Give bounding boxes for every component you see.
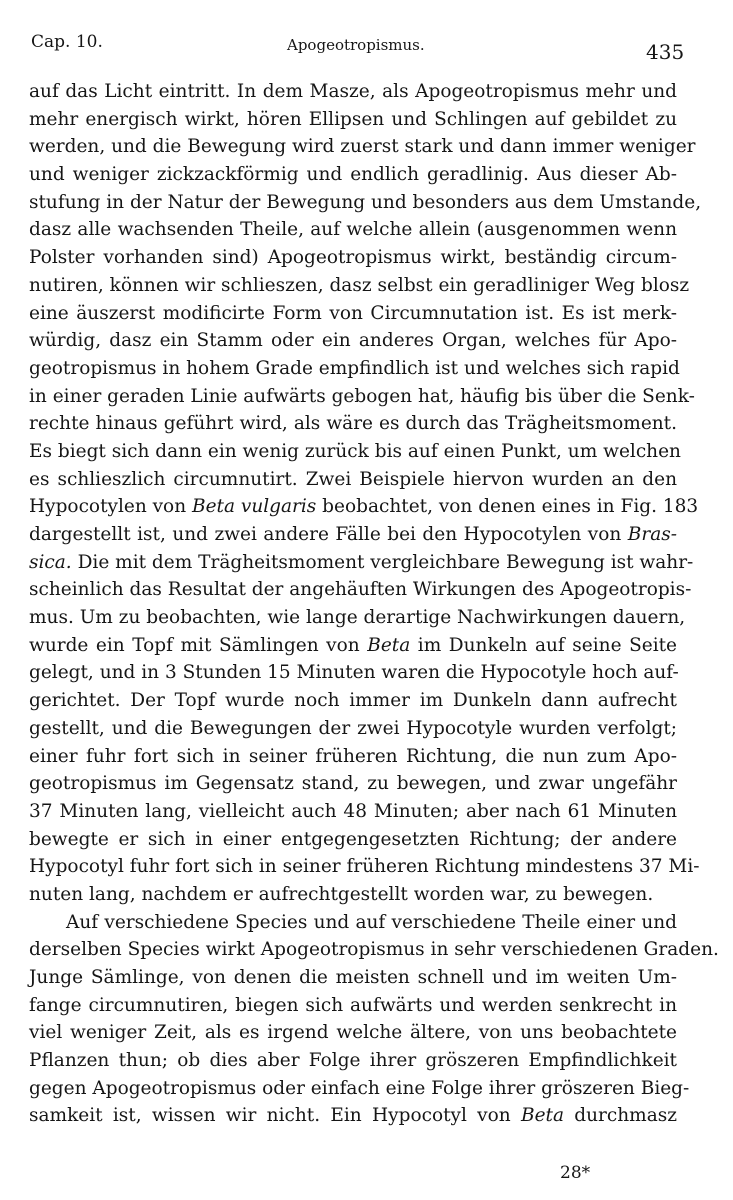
text-line: in einer geraden Linie aufwärts gebogen hat, häufig bis über die Senk- — [29, 385, 695, 407]
text-line: gelegt, und in 3 Stunden 15 Minuten waren die Hypocotyle hoch auf- — [29, 662, 679, 684]
text-line: rechte hinaus geführt wird, als wäre es durch das Trägheitsmoment. — [29, 413, 677, 435]
text-line: bewegte er sich in einer entgegengesetzten Richtung; der andere — [29, 828, 677, 850]
text-segment: beobachtet, von denen eines in Fig. 183 — [316, 496, 699, 518]
species-name: Beta vulgaris — [192, 496, 317, 518]
text-line: geotropismus in hohem Grade empfindlich ist und welches sich rapid — [29, 357, 680, 379]
text-line: Auf verschiedene Species und auf verschiedene Theile einer und — [66, 911, 677, 933]
text-line: Junge Sämlinge, von denen die meisten schnell und im weiten Um- — [29, 967, 677, 988]
text-line: würdig, dasz ein Stamm oder ein anderes Organ, welches für Apo- — [29, 330, 677, 352]
text-segment: Die mit dem Trägheitsmoment vergleichbare Bewegung ist wahr- — [71, 551, 694, 573]
text-line: Hypocotyl fuhr fort sich in seiner früheren Richtung mindestens 37 Mi- — [29, 856, 700, 878]
text-line: geotropismus im Gegensatz stand, zu bewegen, und zwar ungefähr — [29, 773, 677, 795]
text-line: scheinlich das Resultat der angehäuften Wirkungen des Apogeotropis- — [29, 579, 692, 601]
text-line: nutiren, können wir schlieszen, dasz selbst ein geradliniger Weg blosz — [29, 274, 690, 296]
page-number: 435 — [646, 40, 685, 64]
text-line: nuten lang, nachdem er aufrechtgestellt worden war, zu bewegen. — [29, 883, 654, 905]
text-line — [29, 549, 694, 577]
text-line: viel weniger Zeit, als es irgend welche ältere, von uns beobachtete — [29, 1022, 677, 1044]
text-line: gestellt, und die Bewegungen der zwei Hypocotyle wurden verfolgt; — [29, 717, 677, 739]
text-line: mus. Um zu beobachten, wie lange derartige Nachwirkungen dauern, — [29, 607, 686, 629]
text-line: werden, und die Bewegung wird zuerst stark und dann immer weniger — [29, 136, 696, 158]
text-line — [29, 1102, 677, 1130]
text-line: eine äuszerst modificirte Form von Circumnutation ist. Es ist merk- — [29, 302, 677, 324]
text-line — [29, 493, 699, 521]
text-segment: dargestellt ist, und zwei andere Fälle bei den Hypocotylen von — [29, 524, 628, 545]
text-line: gegen Apogeotropismus oder einfach eine Folge ihrer gröszeren Bieg- — [29, 1077, 690, 1099]
text-segment: durchmasz — [564, 1105, 677, 1127]
text-line: mehr energisch wirkt, hören Ellipsen und Schlingen auf gebildet zu — [29, 108, 677, 130]
text-line: Pflanzen thun; ob dies aber Folge ihrer gröszeren Empfindlichkeit — [29, 1050, 677, 1072]
running-title: Apogeotropismus. — [287, 36, 425, 54]
text-segment: Hypocotylen von — [29, 496, 192, 518]
text-line: dasz alle wachsenden Theile, auf welche allein (ausgenommen wenn — [29, 219, 677, 241]
genus-name: sica. — [29, 551, 72, 573]
text-line: stufung in der Natur der Bewegung und besonders aus dem Umstande, — [29, 191, 702, 213]
text-line: gerichtet. Der Topf wurde noch immer im Dunkeln dann aufrecht — [29, 690, 677, 712]
text-line: einer fuhr fort sich in seiner früheren Richtung, die nun zum Apo- — [29, 745, 677, 767]
text-line: auf das Licht eintritt. In dem Masze, als Apogeotropismus mehr und — [29, 81, 677, 102]
genus-name: Beta — [367, 634, 411, 656]
text-line: 37 Minuten lang, vielleicht auch 48 Minuten; aber nach 61 Minuten — [29, 800, 677, 822]
text-line: derselben Species wirkt Apogeotropismus in sehr verschiedenen Graden. — [29, 939, 719, 961]
signature-mark: 28* — [560, 1163, 591, 1183]
text-line: es schlieszlich circumnutirt. Zwei Beispiele hiervon wurden an den — [29, 468, 677, 490]
text-line: Es biegt sich dann ein wenig zurück bis auf einen Punkt, um welchen — [29, 440, 681, 462]
text-segment: samkeit ist, wissen wir nicht. Ein Hypocotyl von — [29, 1105, 521, 1127]
genus-name: Bras- — [627, 524, 677, 545]
body-text — [29, 78, 719, 1130]
text-line: Polster vorhanden sind) Apogeotropismus wirkt, beständig circum- — [29, 247, 677, 269]
genus-name: Beta — [520, 1105, 564, 1127]
text-segment: im Dunkeln auf seine Seite — [410, 634, 677, 656]
text-line: fange circumnutiren, biegen sich aufwärts und werden senkrecht in — [29, 994, 677, 1016]
running-header — [0, 28, 733, 68]
chapter-label: Cap. 10. — [31, 32, 103, 52]
text-line — [29, 632, 677, 660]
text-segment: wurde ein Topf mit Sämlingen von — [29, 634, 368, 656]
text-line: und weniger zickzackförmig und endlich geradlinig. Aus dieser Ab- — [29, 164, 677, 186]
text-line — [29, 521, 677, 549]
